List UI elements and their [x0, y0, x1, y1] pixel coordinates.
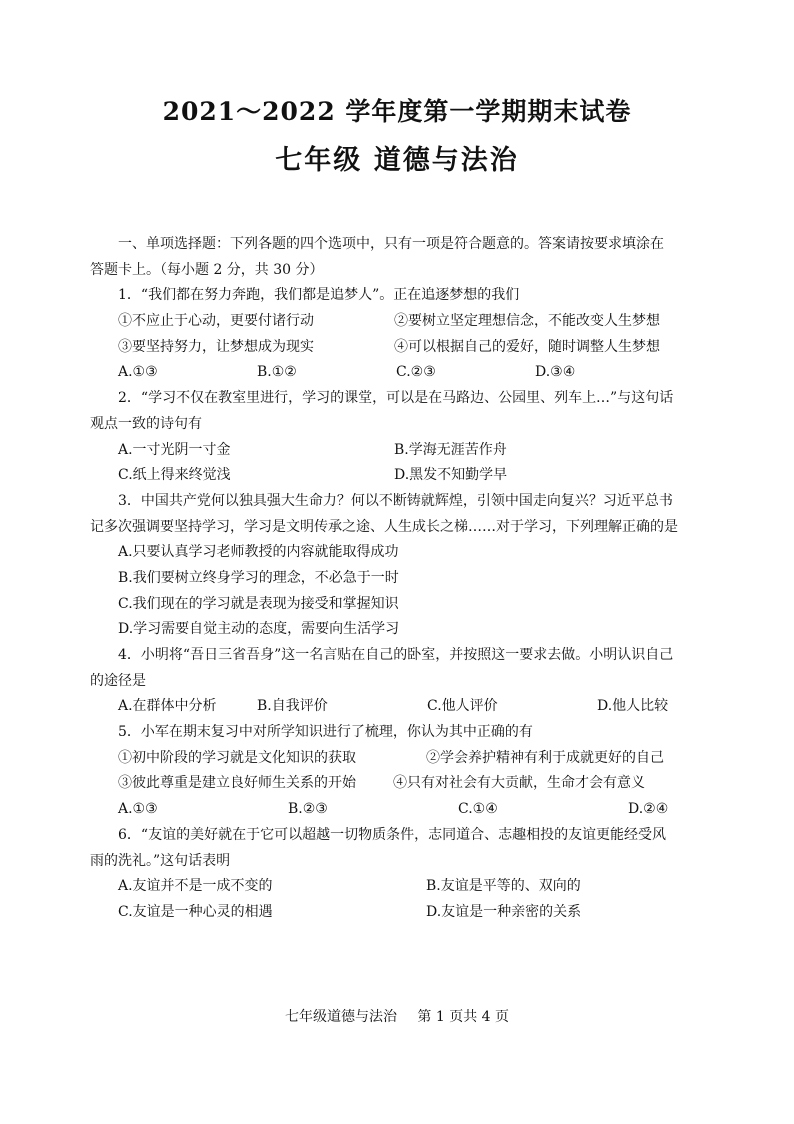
question-6-options-row-1	[118, 874, 708, 900]
statement: ③彼此尊重是建立良好师生关系的开始	[118, 775, 356, 792]
option-b[interactable]: B.我们要树立终身学习的理念，不必急于一时	[118, 569, 399, 586]
question-1-statements-row-2	[118, 335, 708, 361]
question-3-stem-line-1: 3．中国共产党何以独具强大生命力？何以不断铸就辉煌，引领中国走向复兴？习近平总书	[118, 492, 673, 509]
statement: ④只有对社会有大贡献，生命才会有意义	[393, 775, 645, 792]
option-b[interactable]: B.②③	[288, 801, 328, 818]
question-2-stem-line-2: 观点一致的诗句有	[90, 415, 202, 432]
statement: ②学会养护精神有利于成就更好的自己	[426, 749, 664, 766]
option-d[interactable]: D.黑发不知勤学早	[394, 467, 508, 484]
question-6-stem-line-1: 6．“友谊的美好就在于它可以超越一切物质条件，志同道合、志趣相投的友谊更能经受风	[118, 826, 667, 843]
statement: ①不应止于心动，更要付诸行动	[118, 313, 314, 330]
question-1-statements-row-1	[118, 309, 708, 335]
option-d[interactable]: D.他人比较	[597, 698, 669, 715]
option-c[interactable]: C.①④	[458, 801, 498, 818]
option-b[interactable]: B.自我评价	[257, 698, 328, 715]
question-3-stem-line-2: 记多次强调要坚持学习，学习是文明传承之途、人生成长之梯……对于学习，下列理解正确的是	[90, 518, 678, 535]
statement: ①初中阶段的学习就是文化知识的获取	[118, 749, 356, 766]
option-c[interactable]: C.②③	[396, 364, 436, 381]
statement: ④可以根据自己的爱好，随时调整人生梦想	[394, 338, 660, 355]
option-c[interactable]: C.纸上得来终觉浅	[118, 467, 231, 484]
option-a[interactable]: A.友谊并不是一成不变的	[118, 878, 273, 895]
question-5-statements-row-2	[118, 771, 708, 797]
option-c[interactable]: C.友谊是一种心灵的相遇	[118, 903, 273, 920]
exam-content	[90, 232, 708, 926]
question-4-options	[118, 694, 708, 720]
statement: ③要坚持努力，让梦想成为现实	[118, 338, 314, 355]
section-instructions-line-2: 答题卡上。（每小题 2 分，共 30 分）	[90, 261, 324, 278]
question-5-stem: 5．小军在期末复习中对所学知识进行了梳理，你认为其中正确的有	[118, 724, 533, 741]
question-5-options	[118, 797, 708, 823]
question-4-stem-line-2: 的途径是	[90, 672, 146, 689]
page-subtitle: 七年级 道德与法治	[275, 145, 519, 176]
footer-subject: 七年级道德与法治	[284, 1009, 397, 1025]
question-2-stem-line-1: 2．“学习不仅在教室里进行，学习的课堂，可以是在马路边、公园里、列车上…”与这句话	[118, 390, 674, 407]
question-6-options-row-2	[118, 900, 708, 926]
option-d[interactable]: D.③④	[535, 364, 576, 381]
footer-page-number: 第 1 页共 4 页	[417, 1009, 510, 1025]
option-b[interactable]: B.学海无涯苦作舟	[394, 441, 507, 458]
option-c[interactable]: C.我们现在的学习就是表现为接受和掌握知识	[118, 595, 399, 612]
question-1-options	[118, 360, 708, 386]
option-b[interactable]: B.友谊是平等的、双向的	[426, 878, 581, 895]
option-b[interactable]: B.①②	[257, 364, 297, 381]
statement: ②要树立坚定理想信念，不能改变人生梦想	[394, 313, 660, 330]
question-1-stem: 1．“我们都在努力奔跑，我们都是追梦人”。正在追逐梦想的我们	[118, 287, 520, 304]
question-6-stem-line-2: 雨的洗礼。”这句话表明	[90, 852, 231, 869]
option-a[interactable]: A.①③	[118, 364, 158, 381]
option-d[interactable]: D.学习需要自觉主动的态度，需要向生活学习	[118, 621, 400, 638]
option-a[interactable]: A.一寸光阴一寸金	[118, 441, 231, 458]
page-footer	[0, 1006, 794, 1026]
question-4-stem-line-1: 4．小明将“吾日三省吾身”这一名言贴在自己的卧室，并按照这一要求去做。小明认识自己	[118, 647, 674, 663]
section-instructions-line-1: 一、单项选择题：下列各题的四个选项中，只有一项是符合题意的。答案请按要求填涂在	[118, 236, 664, 252]
option-d[interactable]: D.②④	[628, 801, 669, 818]
option-d[interactable]: D.友谊是一种亲密的关系	[426, 903, 582, 920]
option-a[interactable]: A.在群体中分析	[118, 698, 217, 715]
question-2-options-row-1	[118, 438, 708, 464]
page-title: 2021～2022 学年度第一学期期末试卷	[162, 97, 632, 126]
option-a[interactable]: A.只要认真学习老师教授的内容就能取得成功	[118, 544, 399, 561]
question-5-statements-row-1	[118, 746, 708, 772]
option-c[interactable]: C.他人评价	[427, 698, 498, 715]
question-2-options-row-2	[118, 463, 708, 489]
option-a[interactable]: A.①③	[118, 801, 158, 818]
